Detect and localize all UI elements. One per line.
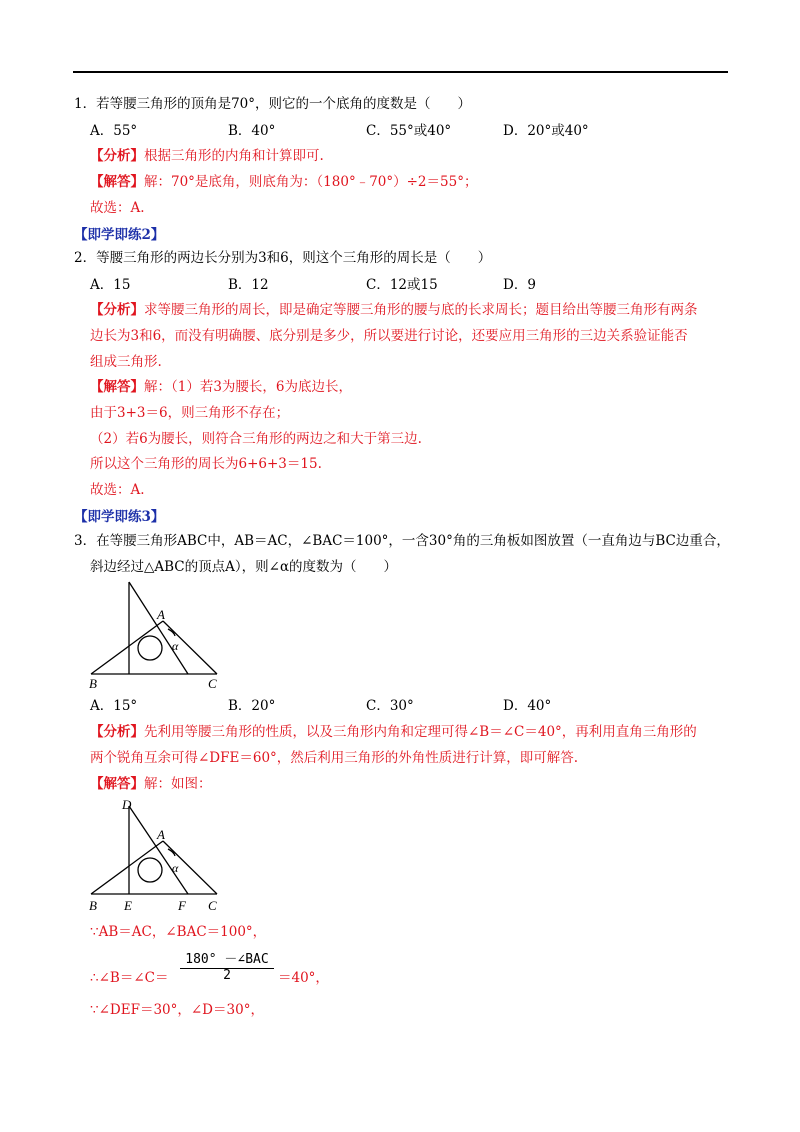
q2-analysis-line-3: 组成三角形. <box>90 354 162 370</box>
q2-option-c: C．12或15 <box>366 277 438 293</box>
fig1-circle <box>138 636 162 660</box>
q1-analysis: 【分析】根据三角形的内角和计算即可. <box>90 148 324 164</box>
q3-figure <box>84 580 234 692</box>
q2-answer-line-2: 由于3+3＝6，则三角形不存在； <box>90 405 290 421</box>
q3-analysis-line-2: 两个锐角互余可得∠DFE＝60°，然后利用三角形的外角性质进行计算，即可解答. <box>90 750 579 766</box>
fig1-line-df <box>129 582 188 674</box>
q3-stem-line-2: 斜边经过△ABC的顶点A），则∠α的度数为（ ） <box>90 559 398 575</box>
fig2-label-b: B <box>89 898 97 913</box>
fraction-numerator: 180° －∠BAC <box>185 952 269 967</box>
q2-choice: 故选：A. <box>90 482 145 498</box>
fig1-label-c: C <box>208 676 217 691</box>
q1-option-d: D．20°或40° <box>503 123 589 139</box>
fig2-label-f: F <box>178 898 186 913</box>
q1-option-b: B．40° <box>228 123 276 139</box>
q3-option-b: B．20° <box>228 698 276 714</box>
q3-step-1: ∵AB＝AC，∠BAC＝100°， <box>90 924 267 940</box>
fraction-denominator: 2 <box>223 968 231 983</box>
fig2-line-df <box>129 806 188 894</box>
fig2-line-ab <box>91 841 163 894</box>
q3-option-a: A．15° <box>90 698 138 714</box>
fig1-label-alpha: α <box>172 639 179 653</box>
fig1-line-ab <box>91 621 163 674</box>
q1-option-c: C．55°或40° <box>366 123 452 139</box>
q2-analysis-line-1: 【分析】求等腰三角形的周长，即是确定等腰三角形的腰与底的长求周长；题目给出等腰三角形有两条 <box>90 302 698 318</box>
q3-answer-line-1: 【解答】解：如图： <box>90 776 212 792</box>
section-heading-3: 【即学即练3】 <box>74 509 165 525</box>
fig2-label-c: C <box>208 898 217 913</box>
q1-stem: 1．若等腰三角形的顶角是70°，则它的一个底角的度数是（ ） <box>74 96 472 112</box>
q3-stem-line-1: 3．在等腰三角形ABC中，AB＝AC，∠BAC＝100°，一含30°角的三角板如图放置（一直角边与BC边重合， <box>74 533 730 549</box>
q3-step-2-prefix: ∴∠B＝∠C＝ <box>90 970 169 986</box>
q2-answer-line-1: 【解答】解：（1）若3为腰长，6为底边长， <box>90 379 353 395</box>
q2-answer-line-4: 所以这个三角形的周长为6+6+3＝15. <box>90 456 322 472</box>
q1-answer: 【解答】解：70°是底角，则底角为：（180°﹣70°）÷2＝55°； <box>90 174 478 190</box>
q1-option-a: A．55° <box>90 123 138 139</box>
q2-answer-line-3: （2）若6为腰长，则符合三角形的两边之和大于第三边. <box>90 431 422 447</box>
q3-option-d: D．40° <box>503 698 552 714</box>
fig1-label-a: A <box>157 607 165 622</box>
section-heading-2: 【即学即练2】 <box>74 227 165 243</box>
q3-step-2-suffix: ＝40°， <box>278 970 329 986</box>
q2-option-d: D．9 <box>503 277 536 293</box>
header-rule <box>73 71 728 73</box>
q2-analysis-line-2: 边长为3和6，而没有明确腰、底分别是多少，所以要进行讨论，还要应用三角形的三边关系验证能否 <box>90 328 688 344</box>
q2-option-b: B．12 <box>228 277 269 293</box>
fig2-circle <box>138 858 162 882</box>
q2-option-a: A．15 <box>90 277 131 293</box>
q3-option-c: C．30° <box>366 698 414 714</box>
fig1-label-b: B <box>89 676 97 691</box>
q3-analysis-line-1: 【分析】先利用等腰三角形的性质，以及三角形内角和定理可得∠B＝∠C＝40°，再利用直角三角形的 <box>90 724 697 740</box>
fig2-label-a: A <box>157 827 165 842</box>
fig2-label-d: D <box>122 797 132 812</box>
q1-choice: 故选：A. <box>90 200 145 216</box>
fig2-label-alpha: α <box>172 861 179 875</box>
q3-step-3: ∵∠DEF＝30°，∠D＝30°， <box>90 1002 264 1018</box>
fig2-label-e: E <box>124 898 132 913</box>
q3-solution-figure <box>84 796 234 916</box>
q2-stem: 2．等腰三角形的两边长分别为3和6，则这个三角形的周长是（ ） <box>74 250 492 266</box>
